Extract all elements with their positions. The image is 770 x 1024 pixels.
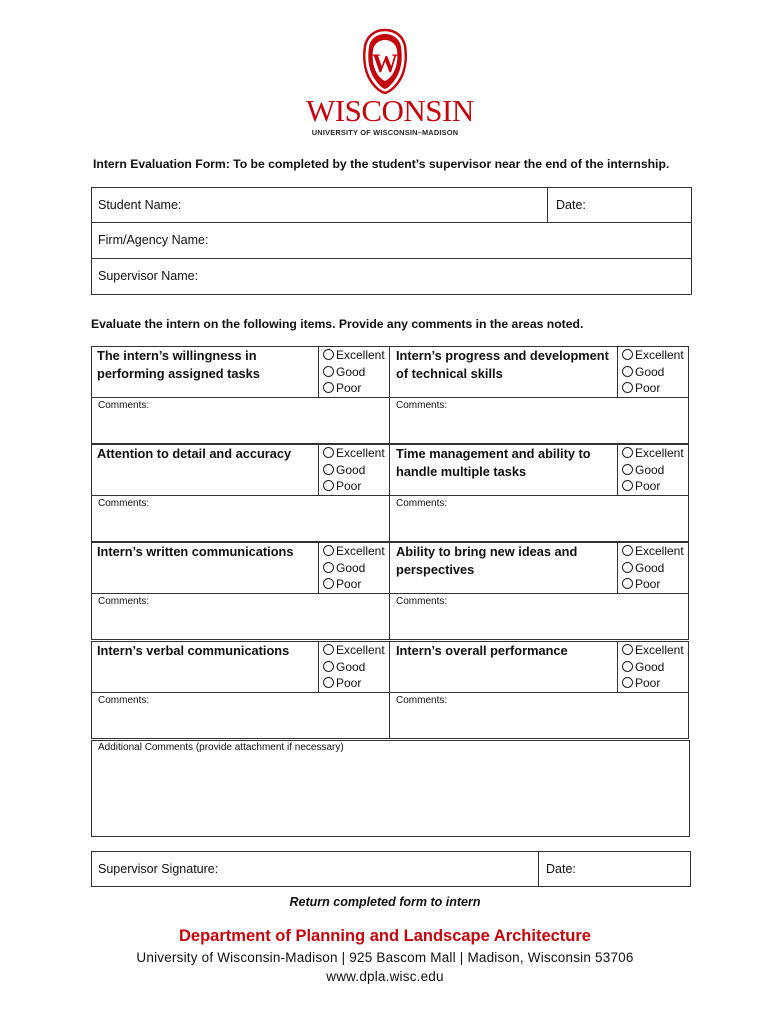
criterion-label: Intern’s written communications xyxy=(97,544,294,559)
divider xyxy=(91,593,689,594)
radio-circle-icon[interactable] xyxy=(323,480,334,491)
divider xyxy=(91,397,689,398)
rating-group-right xyxy=(622,642,684,692)
rating-option[interactable] xyxy=(323,347,385,364)
radio-circle-icon[interactable] xyxy=(323,464,334,475)
comments-label[interactable]: Comments: xyxy=(98,695,150,706)
uw-logo xyxy=(306,28,474,137)
rating-option-label: Good xyxy=(336,560,366,575)
radio-circle-icon[interactable] xyxy=(323,349,334,360)
divider xyxy=(318,542,319,593)
radio-circle-icon[interactable] xyxy=(323,644,334,655)
radio-circle-icon[interactable] xyxy=(622,464,633,475)
rating-option-label: Excellent xyxy=(336,643,385,657)
divider xyxy=(91,495,689,496)
form-intro: Intern Evaluation Form: To be completed by the student’s supervisor near the end of the internship. xyxy=(93,157,670,171)
rating-option[interactable] xyxy=(323,462,385,479)
comments-label[interactable]: Comments: xyxy=(396,400,448,411)
department-website: www.dpla.wisc.edu xyxy=(326,969,444,984)
rating-option-label: Poor xyxy=(635,479,661,493)
rating-option-label: Poor xyxy=(336,676,362,690)
criterion-label: Intern’s overall performance xyxy=(396,643,568,658)
rating-option[interactable] xyxy=(323,445,385,462)
criterion-label: Time management and ability to handle multiple tasks xyxy=(396,446,591,479)
rating-option-label: Good xyxy=(336,462,366,477)
rating-option[interactable] xyxy=(323,478,385,495)
rating-option[interactable] xyxy=(622,543,684,560)
additional-comments-label: Additional Comments (provide attachment if necessary) xyxy=(98,742,344,753)
radio-circle-icon[interactable] xyxy=(622,366,633,377)
department-address: University of Wisconsin-Madison | 925 Bascom Mall | Madison, Wisconsin 53706 xyxy=(136,950,634,965)
student-name-field[interactable]: Student Name: xyxy=(98,198,182,212)
radio-circle-icon[interactable] xyxy=(323,545,334,556)
rating-option[interactable] xyxy=(323,380,385,397)
rating-group-left xyxy=(323,642,385,692)
rating-option-label: Excellent xyxy=(336,348,385,362)
criterion-label: Intern’s progress and development of technical skills xyxy=(396,348,609,381)
divider xyxy=(389,346,390,444)
criterion-label: Intern’s verbal communications xyxy=(97,643,290,658)
radio-circle-icon[interactable] xyxy=(622,480,633,491)
rating-option[interactable] xyxy=(622,478,684,495)
rating-option[interactable] xyxy=(622,380,684,397)
rating-option[interactable] xyxy=(323,659,385,676)
radio-circle-icon[interactable] xyxy=(323,447,334,458)
rating-option[interactable] xyxy=(622,347,684,364)
rating-option-label: Excellent xyxy=(336,446,385,460)
rating-option[interactable] xyxy=(323,543,385,560)
rating-option[interactable] xyxy=(622,560,684,577)
university-subtitle: UNIVERSITY OF WISCONSIN–MADISON xyxy=(311,128,459,137)
rating-option-label: Poor xyxy=(635,577,661,591)
radio-circle-icon[interactable] xyxy=(622,382,633,393)
radio-circle-icon[interactable] xyxy=(323,562,334,573)
radio-circle-icon[interactable] xyxy=(622,545,633,556)
divider xyxy=(617,641,618,692)
rating-option-label: Excellent xyxy=(336,544,385,558)
rating-option[interactable] xyxy=(323,576,385,593)
rating-option-label: Excellent xyxy=(635,348,684,362)
signature-date-field[interactable]: Date: xyxy=(546,862,576,876)
rating-option[interactable] xyxy=(622,445,684,462)
rating-option[interactable] xyxy=(622,576,684,593)
divider xyxy=(318,444,319,495)
comments-label[interactable]: Comments: xyxy=(396,695,448,706)
rating-option-label: Excellent xyxy=(635,643,684,657)
divider xyxy=(389,641,390,739)
rating-option[interactable] xyxy=(622,462,684,479)
radio-circle-icon[interactable] xyxy=(622,677,633,688)
supervisor-signature-field[interactable]: Supervisor Signature: xyxy=(98,862,219,876)
rating-option-label: Poor xyxy=(635,676,661,690)
radio-circle-icon[interactable] xyxy=(323,382,334,393)
divider xyxy=(538,851,539,887)
rating-group-left xyxy=(323,445,385,495)
criterion-label: Ability to bring new ideas and perspectives xyxy=(396,544,578,577)
comments-label[interactable]: Comments: xyxy=(98,400,150,411)
divider xyxy=(389,444,390,542)
divider xyxy=(91,258,692,259)
additional-comments-box[interactable] xyxy=(91,740,690,837)
wisconsin-wordmark: WISCONSIN xyxy=(306,93,474,128)
rating-option-label: Excellent xyxy=(635,544,684,558)
rating-option-label: Excellent xyxy=(635,446,684,460)
return-note: Return completed form to intern xyxy=(289,895,481,909)
radio-circle-icon[interactable] xyxy=(622,447,633,458)
supervisor-name-field[interactable]: Supervisor Name: xyxy=(98,269,199,283)
rating-option[interactable] xyxy=(622,642,684,659)
evaluate-intro: Evaluate the intern on the following items. Provide any comments in the areas noted. xyxy=(91,317,584,331)
rating-group-left xyxy=(323,347,385,397)
radio-circle-icon[interactable] xyxy=(622,661,633,672)
radio-circle-icon[interactable] xyxy=(323,578,334,589)
divider xyxy=(617,444,618,495)
rating-option-label: Poor xyxy=(635,381,661,395)
rating-option[interactable] xyxy=(323,675,385,692)
radio-circle-icon[interactable] xyxy=(323,677,334,688)
radio-circle-icon[interactable] xyxy=(323,366,334,377)
rating-option[interactable] xyxy=(622,364,684,381)
rating-group-right xyxy=(622,445,684,495)
rating-option-label: Good xyxy=(336,364,366,379)
rating-option[interactable] xyxy=(622,675,684,692)
crest-letter: W xyxy=(372,49,398,78)
divider xyxy=(617,346,618,397)
rating-option-label: Poor xyxy=(336,577,362,591)
comments-label[interactable]: Comments: xyxy=(98,596,150,607)
criterion-label: Attention to detail and accuracy xyxy=(97,446,292,461)
criterion-label: The intern’s willingness in performing assigned tasks xyxy=(97,348,260,381)
radio-circle-icon[interactable] xyxy=(622,644,633,655)
rating-option-label: Good xyxy=(635,364,665,379)
rating-option-label: Poor xyxy=(336,381,362,395)
rating-option-label: Good xyxy=(336,659,366,674)
divider xyxy=(91,692,689,693)
divider xyxy=(318,346,319,397)
divider xyxy=(617,542,618,593)
comments-label[interactable]: Comments: xyxy=(396,596,448,607)
comments-label[interactable]: Comments: xyxy=(98,498,150,509)
radio-circle-icon[interactable] xyxy=(622,578,633,589)
rating-group-left xyxy=(323,543,385,593)
rating-option[interactable] xyxy=(323,364,385,381)
radio-circle-icon[interactable] xyxy=(622,562,633,573)
crest-icon xyxy=(361,28,409,94)
department-name: Department of Planning and Landscape Architecture xyxy=(179,927,591,945)
divider xyxy=(318,641,319,692)
rating-option[interactable] xyxy=(622,659,684,676)
comments-label[interactable]: Comments: xyxy=(396,498,448,509)
rating-option-label: Good xyxy=(635,659,665,674)
rating-option-label: Good xyxy=(635,462,665,477)
rating-option[interactable] xyxy=(323,560,385,577)
rating-option[interactable] xyxy=(323,642,385,659)
radio-circle-icon[interactable] xyxy=(622,349,633,360)
divider xyxy=(547,187,548,223)
radio-circle-icon[interactable] xyxy=(323,661,334,672)
rating-group-right xyxy=(622,543,684,593)
rating-option-label: Good xyxy=(635,560,665,575)
firm-agency-field[interactable]: Firm/Agency Name: xyxy=(98,233,209,247)
rating-group-right xyxy=(622,347,684,397)
divider xyxy=(389,542,390,640)
divider xyxy=(91,222,692,223)
rating-option-label: Poor xyxy=(336,479,362,493)
date-field[interactable]: Date: xyxy=(556,198,586,212)
